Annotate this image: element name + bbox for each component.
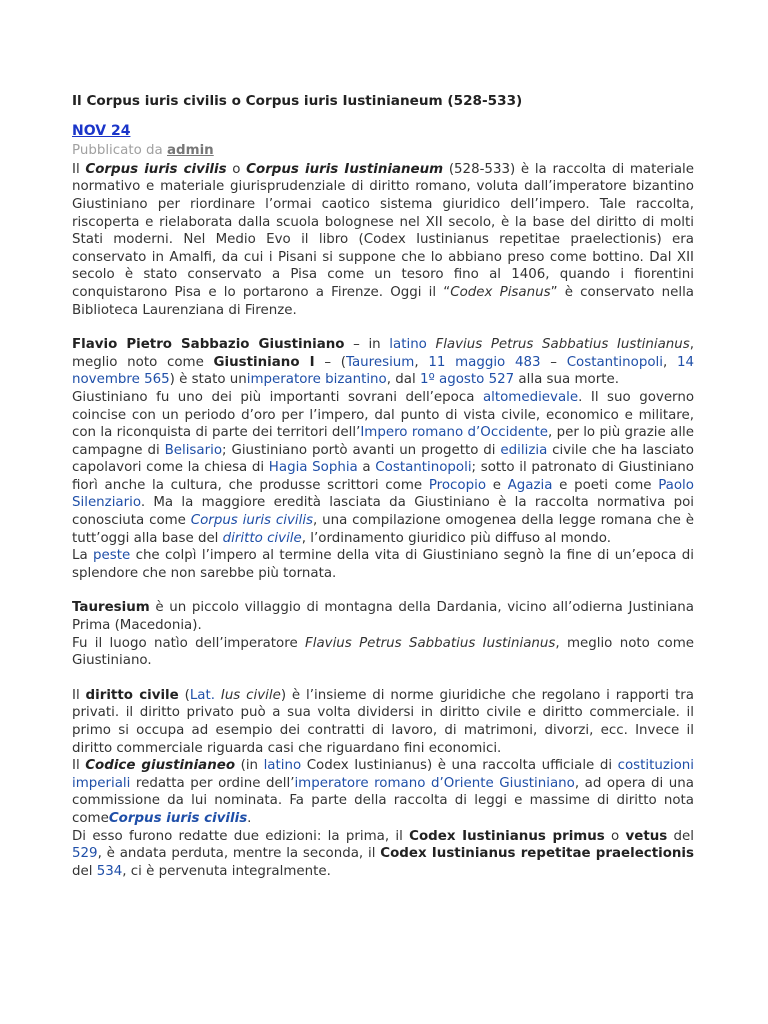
link-edilizia[interactable]: edilizia (500, 442, 548, 458)
text: . (247, 810, 252, 826)
text: – in (344, 337, 390, 353)
link-belisario[interactable]: Belisario (164, 442, 223, 458)
term-corpus-iuris-iustinianeum: Corpus iuris Iustinianeum (246, 161, 444, 177)
text: ) è stato un (169, 372, 247, 388)
link-14-novembre[interactable]: 14 novembre (72, 354, 694, 388)
text: e (486, 477, 508, 493)
term-flavius-2: Flavius Petrus Sabbatius Iustinianus (305, 635, 556, 651)
link-483[interactable]: 483 (515, 354, 541, 370)
article (72, 93, 694, 880)
text: (528-533) è la raccolta di materiale normativo e materiale giurisprudenziale di diritto romano, voluta dall’imperatore bizantino Giustiniano per riordinare l’ormai caotico sistema giuridico dell’impero. Tale raccolta, riscoperta e rielaborata dalla scuola bolognese nel XII secolo, è la base del diritto di molti Stati moderni. Nel Medio Evo il libro (Codex Iustinianus repetitae praelectionis) era conservato in Amalfi, da cui i Pisani si suppone che lo abbiano preso come bottino. Dal XII secolo è stato conservato a Pisa come un tesoro fino al 1406, quando i fiorentini conquistarono Pisa e lo portarono a Firenze. Oggi il “ (72, 161, 694, 300)
text: Giustiniano fu uno dei più importanti sovrani dell’epoca (72, 389, 483, 405)
text: , meglio noto come (72, 337, 694, 370)
link-agazia[interactable]: Agazia (507, 477, 553, 493)
link-11-maggio[interactable]: 11 maggio (428, 354, 506, 370)
link-tauresium[interactable]: Tauresium (346, 354, 415, 370)
link-corpus-iuris-civilis-2[interactable]: Corpus iuris civilis (108, 810, 248, 826)
text: , dal (386, 372, 420, 388)
text: , (662, 354, 677, 370)
link-peste[interactable]: peste (93, 548, 131, 564)
text: La (72, 548, 94, 564)
paragraph-codice-giustinianeo (72, 757, 694, 827)
paragraph-giustiniano-intro (72, 336, 694, 389)
text: , ad opera di una commissione da lui nominata. Fa parte della raccolta di leggi e massime di diritto nota come (72, 775, 694, 826)
link-diritto-civile[interactable]: diritto civile (222, 530, 302, 546)
published-by-label: Pubblicato da (72, 143, 163, 159)
term-giustiniano-i: Giustiniano I (213, 354, 315, 370)
paragraph-corpus (72, 161, 694, 319)
term-ius-civile: Ius civile (220, 687, 281, 703)
link-1-agosto[interactable]: 1º agosto (419, 372, 485, 388)
link-534[interactable]: 534 (96, 863, 123, 879)
text: – (540, 354, 567, 370)
text: , meglio noto come Giustiniano. (72, 635, 694, 669)
post-date-link[interactable]: NOV 24 (72, 122, 131, 139)
text: ” è conservato nella Biblioteca Laurenziana di Firenze. (72, 284, 695, 318)
text: , per lo più grazie alle campagne di (72, 425, 694, 458)
link-527[interactable]: 527 (488, 372, 515, 388)
link-costantinopoli[interactable]: Costantinopoli (566, 354, 663, 370)
link-imperatore-romano-oriente[interactable]: imperatore romano d’Oriente (294, 775, 494, 791)
link-costantinopoli-2[interactable]: Costantinopoli (375, 460, 472, 476)
text: (in (235, 758, 264, 774)
text: ; Giustiniano portò avanti un progetto di (222, 442, 501, 458)
link-costituzioni-imperiali[interactable]: costituzioni imperiali (72, 758, 694, 791)
link-corpus-iuris-civilis[interactable]: Corpus iuris civilis (190, 513, 314, 529)
text: alla sua morte. (514, 372, 619, 388)
link-565[interactable]: 565 (144, 372, 170, 388)
link-procopio[interactable]: Procopio (428, 477, 487, 493)
term-diritto-civile: diritto civile (85, 687, 179, 703)
text: Il (72, 687, 86, 703)
text: o (226, 161, 247, 177)
term-corpus-iuris-civilis: Corpus iuris civilis (85, 161, 227, 177)
text: ; sotto il patronato di Giustiniano fiorì anche la cultura, che produsse scrittori come (72, 460, 694, 493)
paragraph-luogo-natio (72, 635, 694, 670)
text: , ci è pervenuta integralmente. (122, 863, 331, 879)
text: Fu il luogo natìo dell’imperatore (72, 635, 306, 651)
paragraph-edizioni (72, 828, 694, 881)
text: Codex Iustinianus) è una raccolta ufficiale di (301, 758, 618, 774)
text: ) è l’insieme di norme giuridiche che regolano i rapporti tra privati. il diritto privato può a sua volta dividersi in diritto civile e diritto commerciale. il primo si occupa ad esempio dei contratti di lavoro, di matrimoni, divorzi, ecc. Invece il diritto commerciale riguarda casi che riguardano fini economici. (72, 687, 694, 756)
paragraph-giustiniano-reign (72, 389, 694, 547)
link-latino[interactable]: latino (389, 337, 427, 353)
term-codex-pisanus: Codex Pisanus (450, 284, 551, 300)
author-link[interactable]: admin (167, 143, 214, 159)
link-paolo-silenziario[interactable]: Paolo Silenziario (72, 477, 694, 511)
text: Il (72, 758, 86, 774)
text (427, 337, 436, 352)
text: . Ma la maggiore eredità lasciata da Giustiniano è la raccolta normativa poi conosciuta come (72, 495, 694, 529)
text: Di esso furono redatte due edizioni: la prima, il (72, 828, 410, 844)
paragraph-tauresium (72, 599, 694, 634)
text: redatta per ordine dell’ (130, 775, 295, 791)
text: , l’ordinamento giuridico più diffuso al mondo. (301, 530, 612, 546)
text: del (72, 863, 97, 879)
text: o (604, 828, 626, 844)
text: e poeti come (552, 477, 659, 493)
text: , una compilazione omogenea della legge romana che è tutt’oggi alla base del (72, 513, 694, 546)
text: del (667, 828, 694, 844)
text: Il (72, 161, 86, 177)
paragraph-diritto-civile (72, 687, 694, 757)
term-vetus: vetus (625, 828, 668, 844)
link-imperatore-bizantino[interactable]: imperatore bizantino (246, 372, 387, 388)
text: ( (178, 687, 190, 703)
link-giustiniano[interactable]: Giustiniano (499, 775, 575, 791)
link-hagia-sophia[interactable]: Hagia Sophia (268, 460, 358, 476)
paragraph-peste (72, 547, 694, 582)
text: , (414, 354, 429, 370)
article-title: Il Corpus iuris civilis o Corpus iuris Iustinianeum (528-533) (72, 93, 523, 109)
text (505, 355, 515, 370)
link-altomedievale[interactable]: altomedievale (482, 389, 579, 405)
term-codex-primus: Codex Iustinianus primus (409, 828, 605, 844)
text: , è andata perduta, mentre la seconda, il (97, 846, 381, 862)
post-meta (72, 142, 694, 160)
term-flavio: Flavio Pietro Sabbazio Giustiniano (72, 337, 345, 353)
text: – ( (314, 354, 346, 370)
term-flavius: Flavius Petrus Sabbatius Iustinianus (435, 337, 690, 353)
link-latino-2[interactable]: latino (263, 758, 302, 774)
link-lat[interactable]: Lat. (189, 687, 215, 703)
text: civile che ha lasciato capolavori come la chiesa di (72, 442, 694, 476)
term-codex-repetitae: Codex Iustinianus repetitae praelectionis (380, 846, 694, 862)
term-tauresium: Tauresium (72, 600, 150, 616)
link-529[interactable]: 529 (72, 846, 98, 862)
text: è un piccolo villaggio di montagna della Dardania, vicino all’odierna Justiniana Prima (Macedonia). (72, 600, 694, 634)
text: . Il suo governo coincise con un periodo d’oro per l’impero, dal punto di vista civile, economico e militare, con la riconquista di parte dei territori dell’ (72, 389, 695, 441)
term-codice-giustinianeo: Codice giustinianeo (85, 758, 236, 774)
text: a (357, 460, 376, 476)
link-impero-romano-occidente[interactable]: Impero romano d’Occidente (360, 425, 548, 441)
text: che colpì l’impero al termine della vita di Giustiniano segnò la fine di un’epoca di splendore che non sarebbe più tornata. (72, 548, 694, 581)
